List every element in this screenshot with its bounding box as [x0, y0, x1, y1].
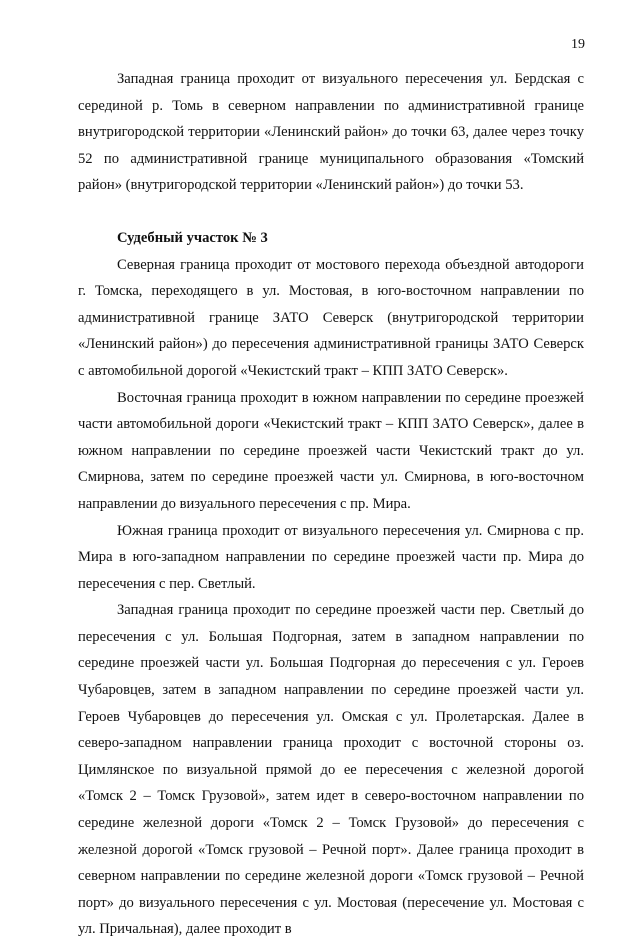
document-body — [78, 66, 584, 943]
paragraph-southern-boundary: Южная граница проходит от визуального пересечения ул. Смирнова с пр. Мира в юго-западном направлении по середине проезжей части пр. Мира до пересечения с пер. Светлый. — [78, 522, 584, 592]
paragraph-northern-boundary: Северная граница проходит от мостового перехода объездной автодороги г. Томска, переходящего в ул. Мостовая, в юго-восточном направлении по административной границе ЗАТО Северск (внутригородской территории «Ленинский район») до пересечения административной границы ЗАТО Северск с автомобильной дорогой «Чекистский тракт – КПП ЗАТО Северск». — [78, 256, 584, 379]
paragraph-eastern-boundary: Восточная граница проходит в южном направлении по середине проезжей части автомобильной дороги «Чекистский тракт – КПП ЗАТО Северск», далее в южном направлении по середине проезжей части Чекистский тракт до ул. Смирнова, затем по середине проезжей части ул. Смирнова, в юго-восточном направлении до визуального пересечения с пр. Мира. — [78, 389, 584, 512]
paragraph-western-boundary-district-2: Западная граница проходит от визуального пересечения ул. Бердская с серединой р. Томь в северном направлении по административной границе внутригородской территории «Ленинский район» до точки 63, далее через точку 52 по административной границе муниципального образования «Томский район» (внутригородской территории «Ленинский район») до точки 53. — [78, 71, 584, 194]
section-heading: Судебный участок № 3 — [117, 229, 268, 246]
page-number: 19 — [571, 37, 585, 52]
paragraph-western-boundary: Западная граница проходит по середине проезжей части пер. Светлый до пересечения с ул. Большая Подгорная, затем в западном направлении по середине проезжей части ул. Большая Подгорная до пересечения с ул. Героев Чубаровцев, затем в западном направлении по середине проезжей части ул. Героев Чубаровцев до пересечения ул. Омская с ул. Пролетарская. Далее в северо-западном направлении граница проходит с восточной стороны оз. Цимлянское по визуальной прямой до ее пересечения с железной дорогой «Томск 2 – Томск Грузовой», затем идет в северо-восточном направлении по середине железной дороги «Томск 2 – Томск Грузовой» до пересечения с железной дорогой «Томск грузовой – Речной порт». Далее граница проходит в северном направлении по середине железной дороги «Томск грузовой – Речной порт» до визуального пересечения с ул. Мостовая (пересечение ул. Мостовая с ул. Причальная), далее проходит в — [78, 602, 584, 938]
